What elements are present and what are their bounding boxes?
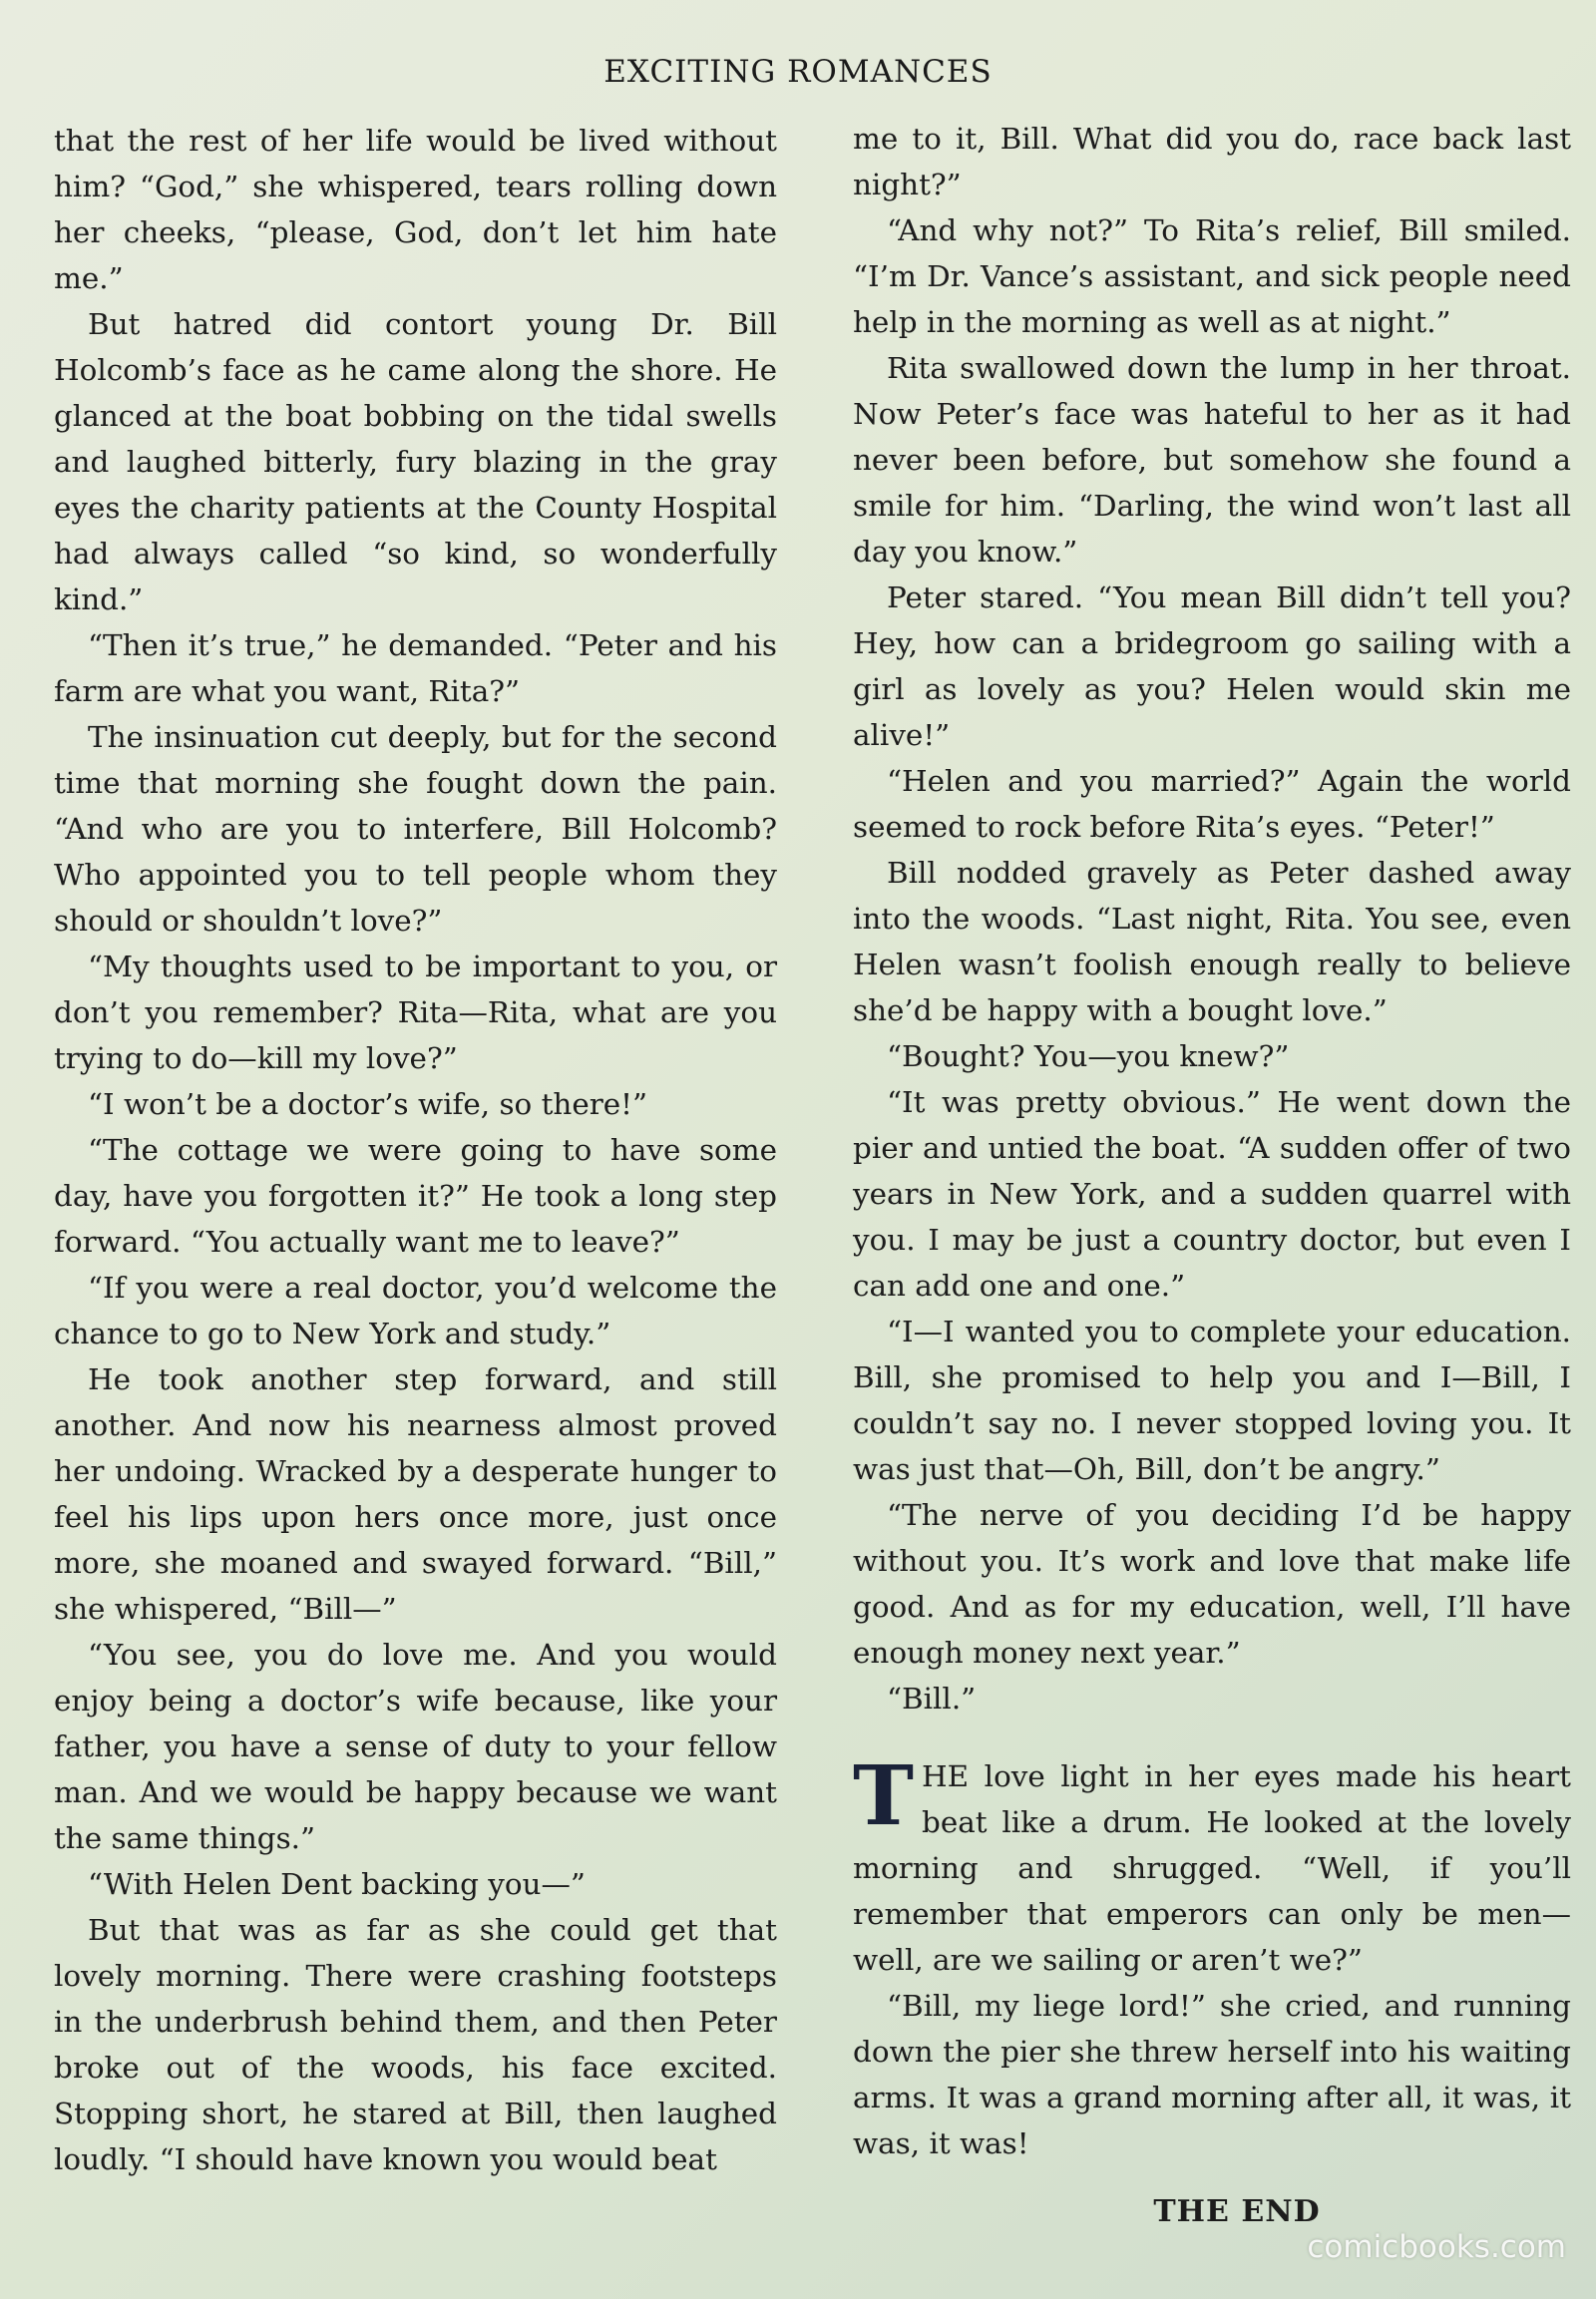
paragraph: “I won’t be a doctor’s wife, so there!” [88, 1087, 648, 1121]
paragraph: me to it, Bill. What did you do, race back last night?” [853, 122, 1571, 201]
paragraph: “With Helen Dent backing you—” [88, 1867, 586, 1901]
dropcap-paragraph [853, 1748, 1571, 1983]
left-text-column [54, 118, 777, 2182]
paragraph: “Bill.” [887, 1682, 977, 1716]
paragraph: “If you were a real doctor, you’d welcome the chance to go to New York and study.” [54, 1271, 777, 1350]
paragraph: “The cottage we were going to have some day, have you forgotten it?” He took a long step forward. “You actually want me to leave?” [54, 1133, 777, 1259]
dropcap-paragraph-text: HE love light in her eyes made his heart beat like a drum. He looked at the lovely morning and shrugged. “Well, if you’ll remember that emperors can only be men—well, are we sailing or aren’t we?” [853, 1759, 1571, 1977]
right-text-column [853, 116, 1571, 2166]
paragraph: Rita swallowed down the lump in her throat. Now Peter’s face was hateful to her as it had never been before, but somehow she found a smile for him. “Darling, the wind won’t last all day you know.” [853, 351, 1571, 569]
paragraph: “It was pretty obvious.” He went down the pier and untied the boat. “A sudden offer of two years in New York, and a sudden quarrel with you. I may be just a country doctor, but even I can add one and one.” [853, 1085, 1571, 1303]
dropcap-letter: T [853, 1748, 915, 1844]
paragraph: Bill nodded gravely as Peter dashed away into the woods. “Last night, Rita. You see, even Helen wasn’t foolish enough really to believe she’d be happy with a bought love.” [853, 856, 1571, 1027]
paragraph: “And why not?” To Rita’s relief, Bill smiled. “I’m Dr. Vance’s assistant, and sick people need help in the morning as well as at night.” [853, 213, 1571, 339]
paragraph: He took another step forward, and still another. And now his nearness almost proved her undoing. Wracked by a desperate hunger to feel his lips upon hers once more, just once more, she moaned and swayed forward. “Bill,” she whispered, “Bill—” [54, 1362, 777, 1626]
paragraph: “My thoughts used to be important to you, or don’t you remember? Rita—Rita, what are you trying to do—kill my love?” [54, 950, 777, 1075]
paragraph: “The nerve of you deciding I’d be happy without you. It’s work and love that make life good. And as for my education, well, I’ll have enough money next year.” [853, 1498, 1571, 1670]
the-end-label: THE END [1153, 2194, 1321, 2229]
paragraph: “Bill, my liege lord!” she cried, and running down the pier she threw herself into his waiting arms. It was a grand morning after all, it was, it was, it was! [853, 1989, 1571, 2160]
paragraph: But that was as far as she could get that lovely morning. There were crashing footsteps in the underbrush behind them, and then Peter broke out of the woods, his face excited. Stopping short, he stared at Bill, then laughed loudly. “I should have known you would beat [54, 1913, 777, 2176]
page-header: EXCITING ROMANCES [603, 54, 993, 90]
watermark: comicbooks.com [1307, 2229, 1566, 2265]
paragraph: “You see, you do love me. And you would enjoy being a doctor’s wife because, like your father, you have a sense of duty to your fellow man. And we would be happy because we want the same things.” [54, 1638, 777, 1855]
paragraph: “I—I wanted you to complete your education. Bill, she promised to help you and I—Bill, I couldn’t say no. I never stopped loving you. It was just that—Oh, Bill, don’t be angry.” [853, 1315, 1571, 1486]
paragraph: The insinuation cut deeply, but for the second time that morning she fought down the pain. “And who are you to interfere, Bill Holcomb? Who appointed you to tell people whom they should or shouldn’t love?” [54, 720, 777, 938]
paragraph: But hatred did contort young Dr. Bill Holcomb’s face as he came along the shore. He glanced at the boat bobbing on the tidal swells and laughed bitterly, fury blazing in the gray eyes the charity patients at the County Hospital had always called “so kind, so wonderfully kind.” [54, 307, 777, 616]
paragraph: that the rest of her life would be lived without him? “God,” she whispered, tears rolling down her cheeks, “please, God, don’t let him hate me.” [54, 124, 777, 295]
paragraph: Peter stared. “You mean Bill didn’t tell you? Hey, how can a bridegroom go sailing with a girl as lovely as you? Helen would skin me alive!” [853, 580, 1571, 752]
paragraph: “Helen and you married?” Again the world seemed to rock before Rita’s eyes. “Peter!” [853, 764, 1571, 844]
paragraph: “Bought? You—you knew?” [887, 1039, 1290, 1073]
paragraph: “Then it’s true,” he demanded. “Peter and his farm are what you want, Rita?” [54, 628, 777, 708]
